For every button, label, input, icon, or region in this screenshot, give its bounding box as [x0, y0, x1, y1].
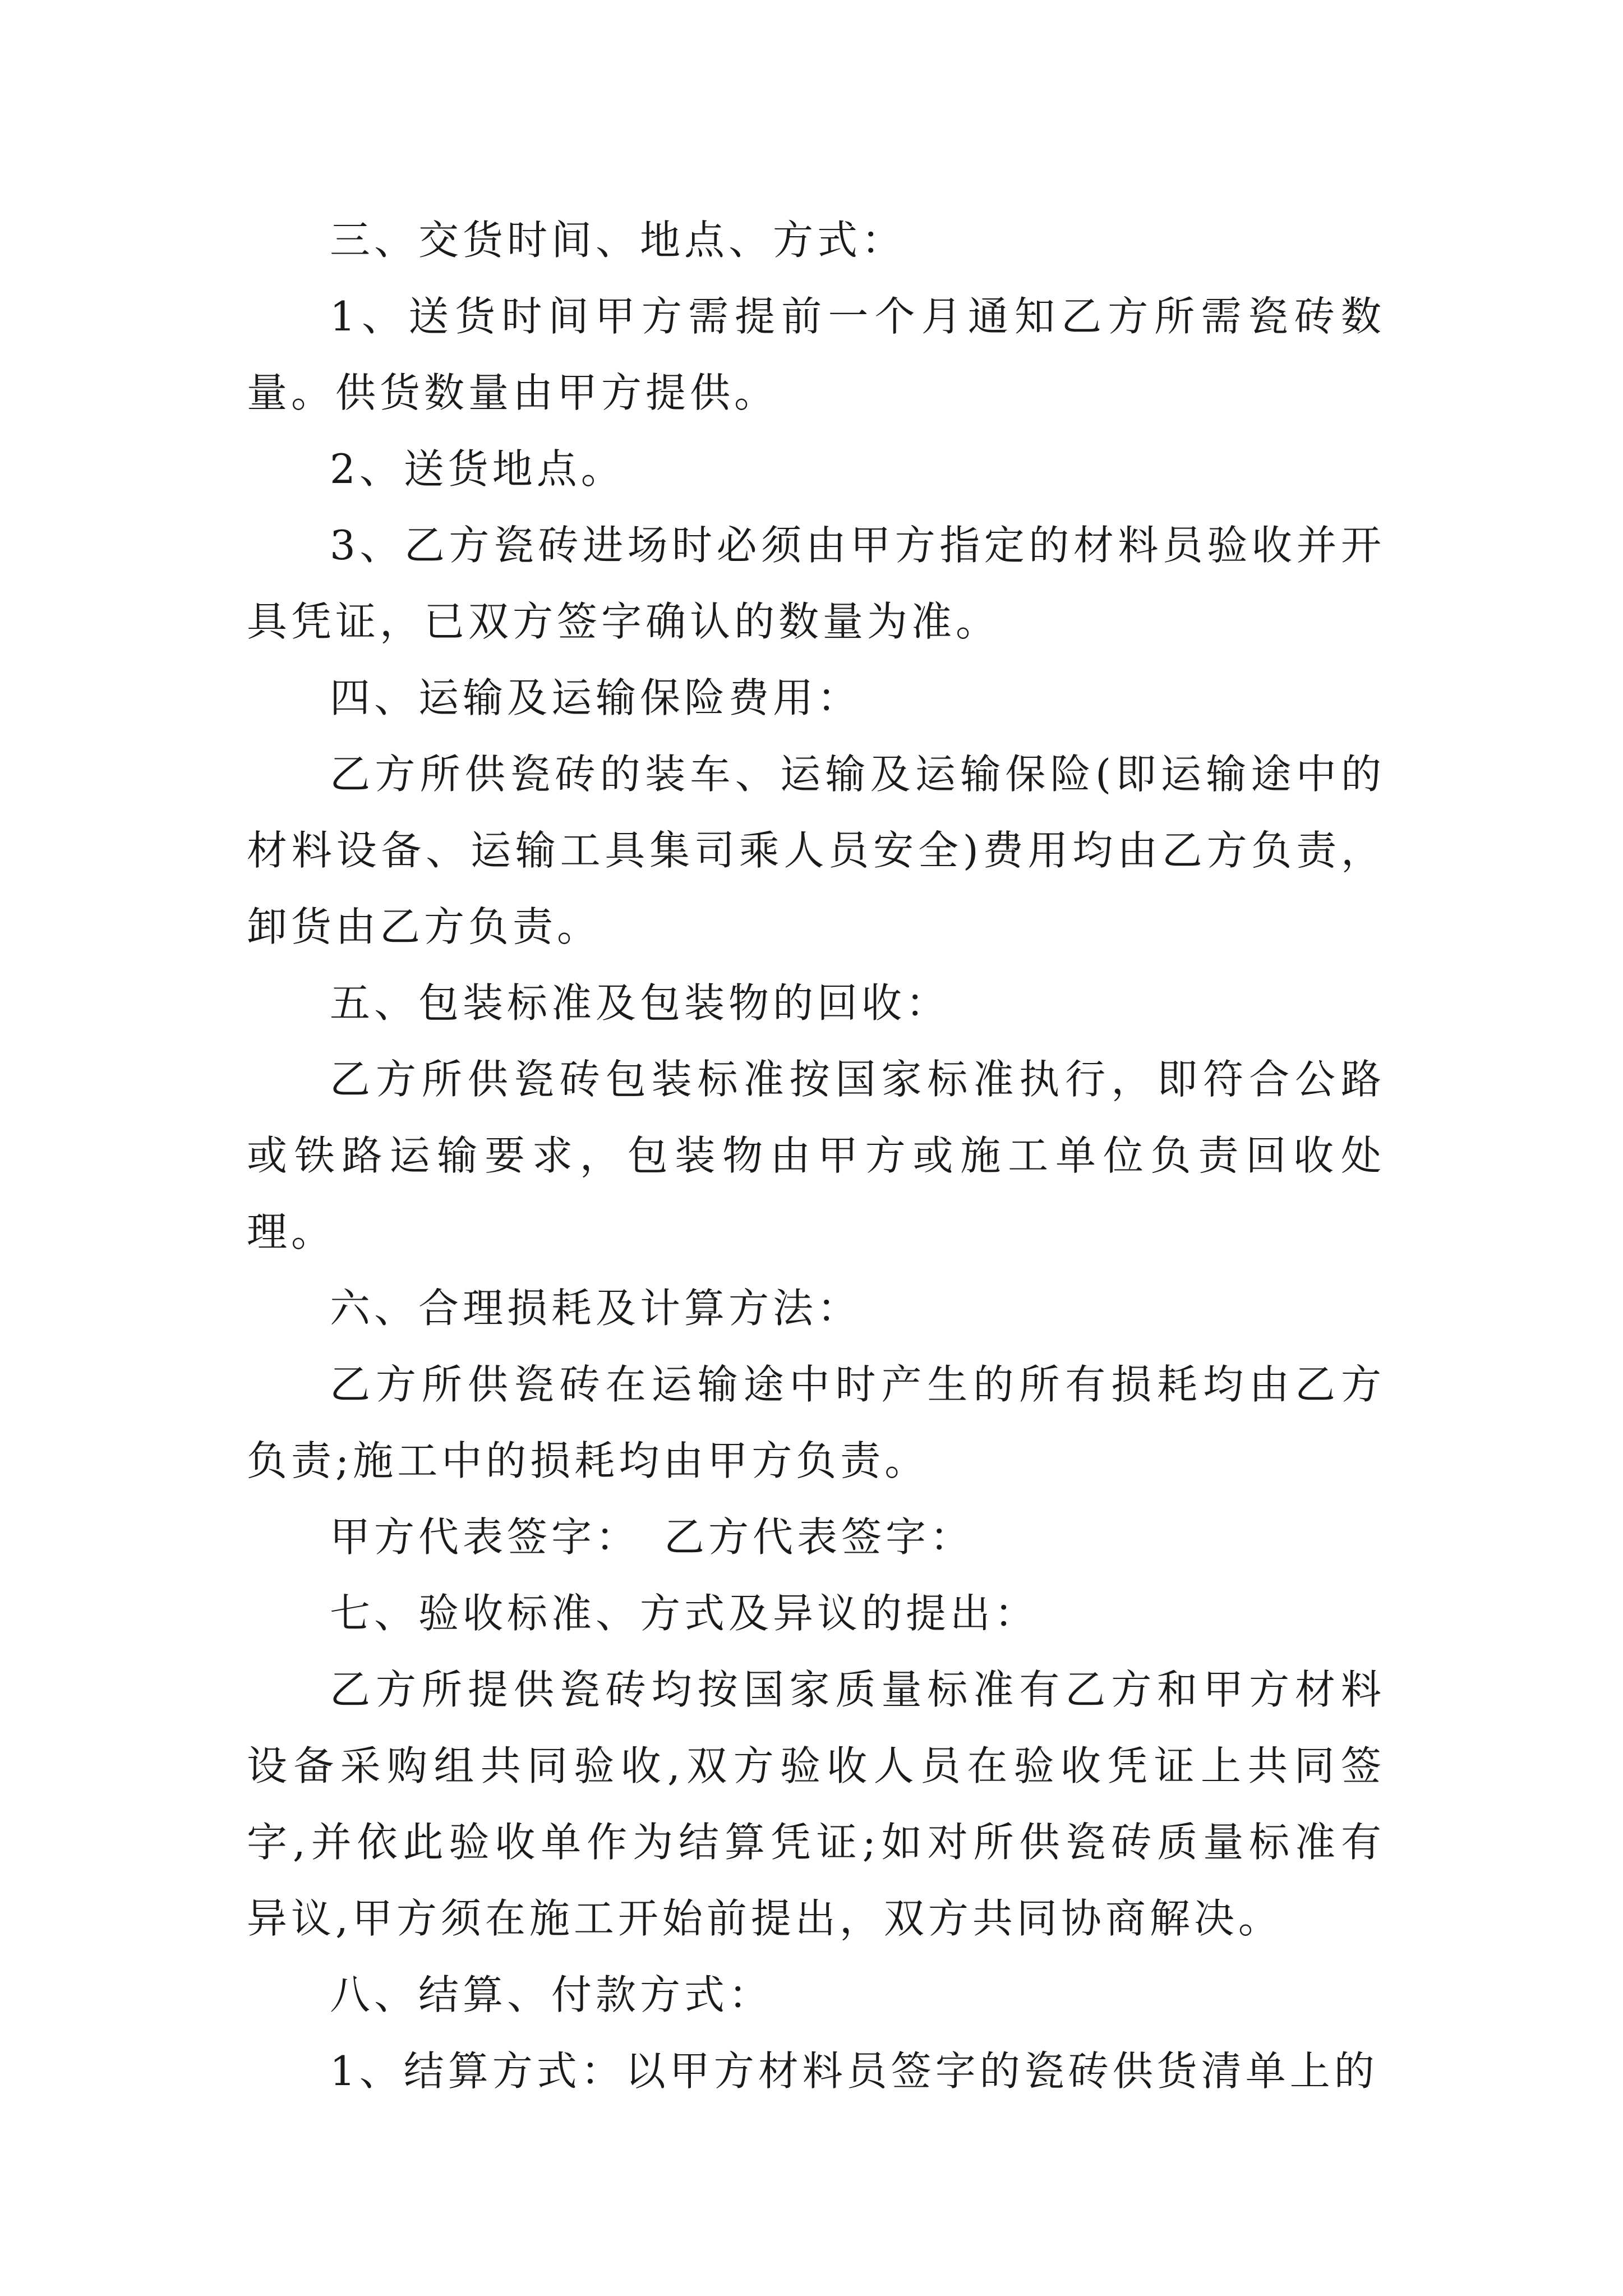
- signature-line: 甲方代表签字： 乙方代表签字：: [330, 1513, 975, 1561]
- section-heading-acceptance: 七、验收标准、方式及异议的提出：: [330, 1590, 1039, 1637]
- paragraph-delivery-time: 1、送货时间甲方需提前一个月通知乙方所需瓷砖数量。供货数量由甲方提供。: [247, 293, 1385, 416]
- section-heading-packaging: 五、包装标准及包装物的回收：: [330, 979, 951, 1027]
- paragraph-delivery-acceptance: 3、乙方瓷砖进场时必须由甲方指定的材料员验收并开具凭证，已双方签字确认的数量为准。: [247, 522, 1385, 645]
- paragraph-loss-responsibility: 乙方所供瓷砖在运输途中时产生的所有损耗均由乙方负责;施工中的损耗均由甲方负责。: [247, 1361, 1385, 1484]
- paragraph-transport-costs: 乙方所供瓷砖的装车、运输及运输保险(即运输途中的材料设备、运输工具集司乘人员安全)费用均由乙方负责，卸货由乙方负责。: [247, 751, 1385, 950]
- paragraph-delivery-place: 2、送货地点。: [330, 445, 625, 493]
- section-heading-delivery: 三、交货时间、地点、方式：: [330, 217, 906, 264]
- paragraph-packaging-standard: 乙方所供瓷砖包装标准按国家标准执行，即符合公路或铁路运输要求，包装物由甲方或施工单位负责回收处理。: [247, 1056, 1385, 1255]
- document-body: [247, 202, 1385, 2109]
- section-heading-transport: 四、运输及运输保险费用：: [330, 674, 862, 721]
- section-heading-settlement: 八、结算、付款方式：: [330, 1971, 773, 2018]
- section-heading-loss: 六、合理损耗及计算方法：: [330, 1285, 862, 1332]
- paragraph-settlement-method: 1、结算方式：以甲方材料员签字的瓷砖供货清单上的: [330, 2047, 1378, 2095]
- paragraph-acceptance-standard: 乙方所提供瓷砖均按国家质量标准有乙方和甲方材料设备采购组共同验收,双方验收人员在验收凭证上共同签字,并依此验收单作为结算凭证;如对所供瓷砖质量标准有异议,甲方须在施工开始前提出，双方共同协商解决。: [247, 1666, 1385, 1942]
